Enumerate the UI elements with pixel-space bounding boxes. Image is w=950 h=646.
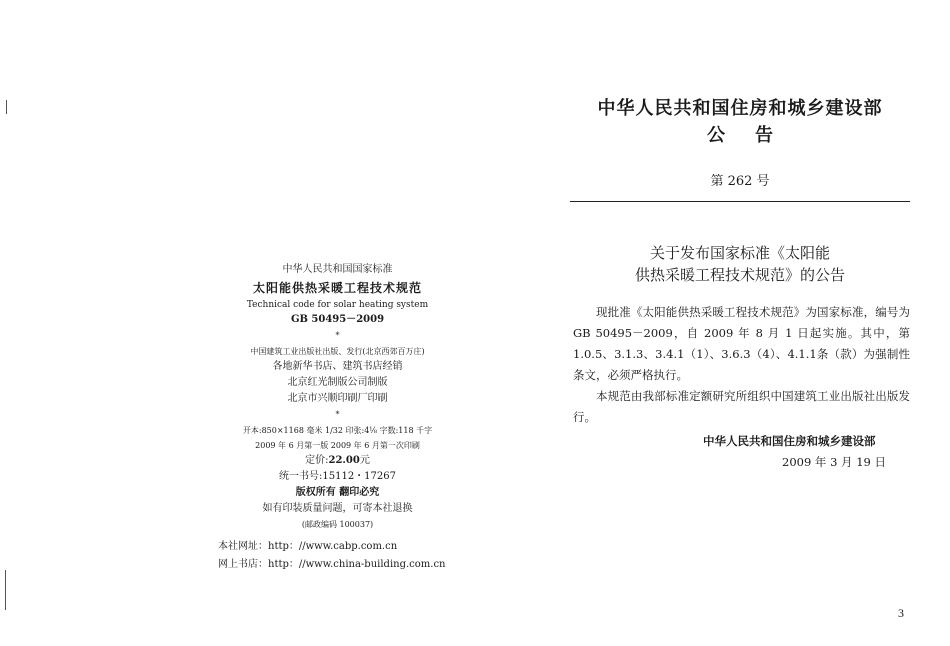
publisher-line: 中国建筑工业出版社出版、发行(北京西郊百万庄): [250, 347, 425, 356]
announcement-body: [573, 302, 910, 428]
book-title-english: Technical code for solar heating system: [246, 300, 429, 310]
announcement-subject: [570, 242, 910, 286]
price-label: 定价:: [305, 455, 329, 466]
distributors-line: 各地新华书店、建筑书店经销: [272, 361, 403, 372]
signature-date: 2009 年 3 月 19 日: [782, 455, 886, 469]
separator-star: *: [335, 331, 340, 340]
price-value: 22.00: [328, 455, 360, 466]
postcode: (邮政编码 100037): [301, 520, 374, 529]
format-line: 开本:850×1168 毫米 1/32 印张:4⅛ 字数:118 千字: [242, 426, 433, 435]
issuing-department: 中华人民共和国住房和城乡建设部: [597, 98, 883, 119]
bookstore-line: 网上书店：http：//www.china-building.com.cn: [218, 559, 446, 570]
body-paragraph-1: 现批准《太阳能供热采暖工程技术规范》为国家标准，编号为GB 50495－2009，自 2009 年 8 月 1 日起实施。其中，第1.0.5、3.1.3、3.4.1（1）、3.6.3（4）、4.1.1条（款）为强制性条文，必须严格执行。: [573, 305, 910, 382]
price-line: [215, 453, 460, 469]
colophon: [215, 262, 460, 574]
book-title: 太阳能供热采暖工程技术规范: [252, 281, 422, 295]
platemaker-line: 北京红光制版公司制版: [287, 377, 388, 388]
page-number: 3: [898, 606, 904, 620]
announcement-header: [570, 95, 910, 149]
subject-line-1: 关于发布国家标准《太阳能: [649, 244, 830, 262]
header-rule: [570, 201, 910, 202]
subject-line-2: 供热采暖工程技术规范》的公告: [634, 266, 845, 284]
scan-mark: [6, 100, 7, 114]
announcement-heading: 公告: [707, 125, 803, 146]
printer-line: 北京市兴顺印刷厂印刷: [287, 393, 388, 404]
unified-book-number: 统一书号:15112・17267: [279, 471, 396, 482]
separator-star: *: [335, 410, 340, 419]
standard-code: GB 50495－2009: [290, 314, 385, 325]
signature-organization: 中华人民共和国住房和城乡建设部: [703, 434, 876, 448]
body-paragraph-2: 本规范由我部标准定额研究所组织中国建筑工业出版社出版发行。: [573, 389, 910, 424]
website-line: 本社网址：http：//www.cabp.com.cn: [218, 541, 398, 552]
return-notice: 如有印装质量问题，可寄本社退换: [262, 503, 413, 514]
edition-line: 2009 年 6 月第一版 2009 年 6 月第一次印刷: [255, 441, 420, 450]
scan-mark: [5, 570, 6, 610]
price-unit: 元: [359, 455, 370, 466]
web-addresses: [215, 538, 460, 574]
announcement-number: 第 262 号: [710, 174, 770, 189]
standard-series: 中华人民共和国国家标准: [282, 264, 393, 275]
rights-notice: 版权所有 翻印必究: [295, 487, 380, 498]
